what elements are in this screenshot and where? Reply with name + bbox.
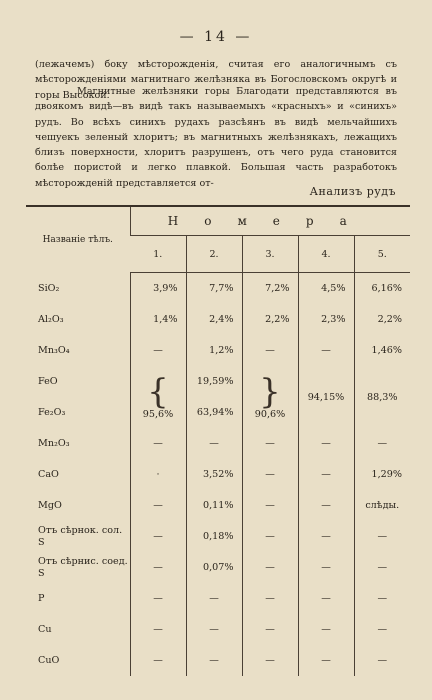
cell-value: 7,7% (186, 273, 242, 305)
cell-value: — (130, 521, 186, 552)
column-header: 1. (130, 236, 186, 273)
cell-value: — (298, 459, 354, 490)
cell-value: — (186, 583, 242, 614)
cell-value: слѣды. (354, 490, 410, 521)
row-name: Fe₂O₃ (38, 407, 66, 418)
cell-value: — (186, 428, 242, 459)
cell-value: — (298, 335, 354, 366)
cell-value: 2,3% (298, 304, 354, 335)
cell-value: — (298, 552, 354, 583)
cell-value: — (130, 583, 186, 614)
cell-value: — (130, 490, 186, 521)
row-name: Mn₃O₄ (38, 345, 70, 356)
merged-cell (242, 366, 298, 428)
cell-value: — (242, 521, 298, 552)
cell-value: 1,2% (186, 335, 242, 366)
row-name: Cu (38, 624, 52, 635)
row-name: FeO (38, 376, 58, 387)
cell-value: 1,4% (130, 304, 186, 335)
paragraph-2: Магнитные желѣзняки горы Благодати представляются въ двоякомъ видѣ—въ видѣ такъ называемыхъ «красныхъ» и «синихъ» рудъ. Во всѣхъ синихъ рудахъ разсѣянъ въ видѣ мельчайшихъ чешуекъ зеленый хлоритъ; въ магнитныхъ желѣзнякахъ, лежащихъ близъ поверхности, хлоритъ разрушенъ, отъ чего руда становится болѣе пористой и легко плавкой. Большая часть разработокъ мѣсторожденій представляется от- (35, 86, 397, 189)
table-row (26, 521, 410, 552)
cell-value: — (354, 645, 410, 676)
cell-value: — (298, 428, 354, 459)
cell-value: 7,2% (242, 273, 298, 305)
cell-value: — (186, 645, 242, 676)
page-number: — 14 — (179, 29, 253, 45)
table-row (26, 552, 410, 583)
cell-value: — (298, 521, 354, 552)
analysis-table (26, 205, 410, 676)
cell-value: 90,6% (254, 408, 286, 420)
name-column-header: Названіе тѣлъ. (26, 206, 130, 273)
table-row (26, 490, 410, 521)
cell-value: 1,46% (354, 335, 410, 366)
cell-value: — (242, 335, 298, 366)
cell-value: — (130, 614, 186, 645)
table-row (26, 428, 410, 459)
table-row (26, 335, 410, 366)
table-row (26, 583, 410, 614)
paragraph-1: (лежачемъ) боку мѣсторожденія, считая его аналогичнымъ съ мѣсторожденіями магнитнаго желѣзняка въ Богословскомъ округѣ и горы Высокой. (35, 59, 397, 101)
cell-value: 19,59% (186, 366, 242, 397)
cell-value: 95,6% (142, 408, 174, 420)
column-header: 4. (298, 236, 354, 273)
cell-value: — (354, 583, 410, 614)
cell-value: — (354, 552, 410, 583)
cell-value: 3,52% (186, 459, 242, 490)
cell-value: — (130, 428, 186, 459)
cell-value: — (242, 552, 298, 583)
table-row (26, 273, 410, 305)
table-row (26, 614, 410, 645)
row-name: Отъ сѣрнис. соед. S (38, 555, 128, 579)
cell-value: — (354, 614, 410, 645)
cell-value: 2,2% (242, 304, 298, 335)
cell-value: — (130, 335, 186, 366)
brace-left-icon: { (147, 371, 169, 412)
cell-value: 0,07% (186, 552, 242, 583)
table-row (26, 304, 410, 335)
brace-right-icon: } (259, 371, 281, 412)
column-header: 3. (242, 236, 298, 273)
row-name: MgO (38, 500, 62, 511)
cell-value: — (298, 583, 354, 614)
cell-value: — (298, 614, 354, 645)
row-name: CuO (38, 655, 60, 666)
cell-value: — (242, 459, 298, 490)
row-name: CaO (38, 469, 59, 480)
cell-value: — (354, 428, 410, 459)
merged-cell: 88,3% (354, 366, 410, 428)
cell-value: — (298, 645, 354, 676)
row-name: Mn₂O₃ (38, 438, 70, 449)
table-row (26, 459, 410, 490)
cell-value: — (186, 614, 242, 645)
cell-value: — (242, 614, 298, 645)
cell-value: 2,2% (354, 304, 410, 335)
row-name: Al₂O₃ (38, 314, 64, 325)
row-name: P (38, 593, 45, 604)
cell-value: — (242, 583, 298, 614)
cell-value: 2,4% (186, 304, 242, 335)
cell-value: 3,9% (130, 273, 186, 305)
column-header: 2. (186, 236, 242, 273)
numbers-group-header: Номера (130, 206, 410, 236)
cell-value: 0,11% (186, 490, 242, 521)
table-row (26, 366, 410, 397)
column-header: 5. (354, 236, 410, 273)
merged-cell: 94,15% (298, 366, 354, 428)
row-name: Отъ сѣрнок. сол. S (38, 524, 123, 548)
cell-value: 6,16% (354, 273, 410, 305)
cell-value: — (242, 428, 298, 459)
cell-value: 1,29% (354, 459, 410, 490)
cell-value: — (298, 490, 354, 521)
cell-value: · (130, 459, 186, 490)
cell-value: — (130, 645, 186, 676)
row-name: SiO₂ (38, 282, 60, 294)
cell-value: — (354, 521, 410, 552)
cell-value: — (242, 645, 298, 676)
cell-value: 63,94% (186, 397, 242, 428)
merged-cell (130, 366, 186, 428)
table-caption: Анализъ рудъ (309, 185, 396, 198)
table-row (26, 645, 410, 676)
cell-value: 0,18% (186, 521, 242, 552)
cell-value: 4,5% (298, 273, 354, 305)
cell-value: — (242, 490, 298, 521)
cell-value: — (130, 552, 186, 583)
